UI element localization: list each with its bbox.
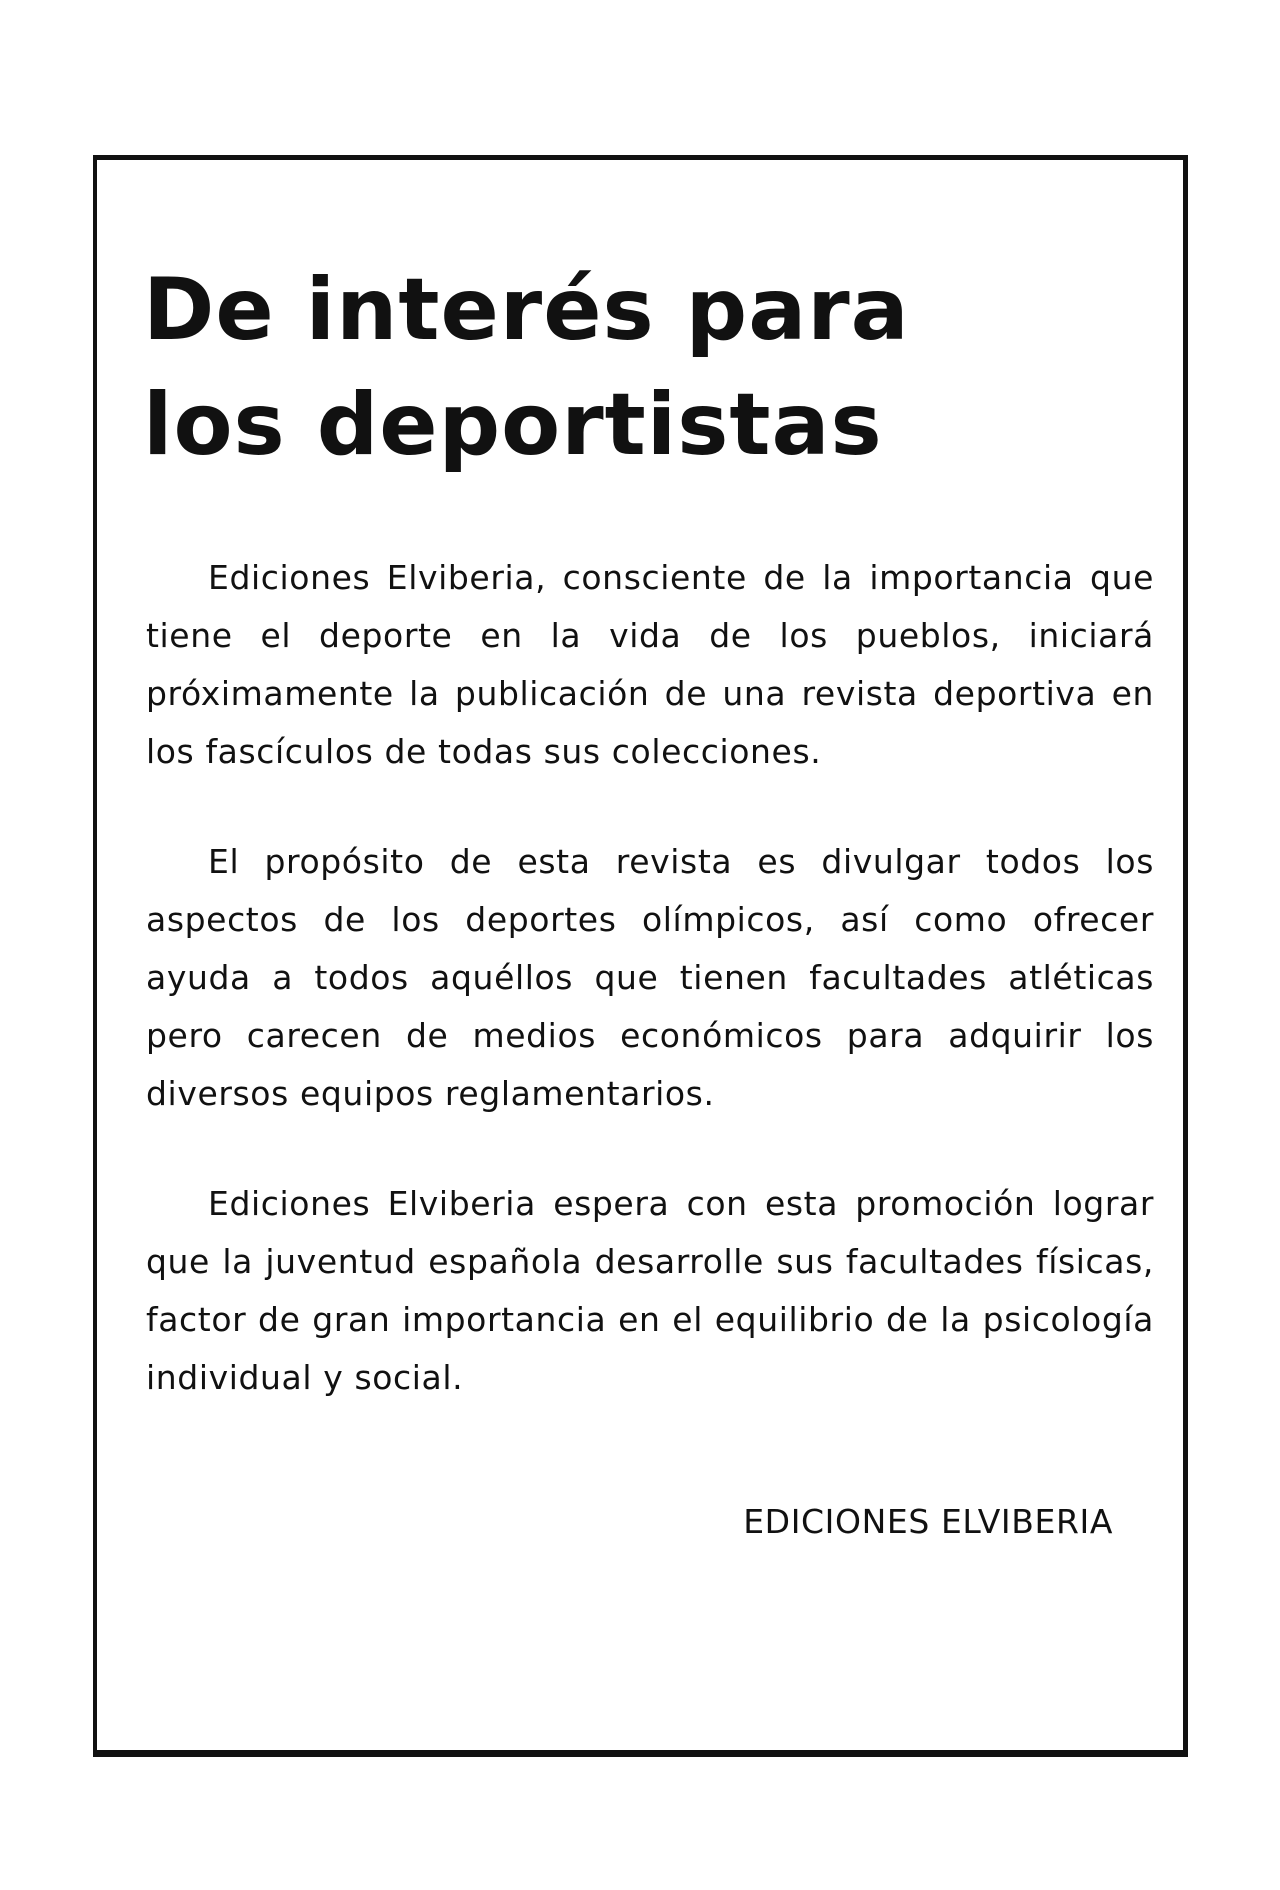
page-title: De interés para los deportistas (143, 260, 910, 475)
paragraph-purpose: El propósito de esta revista es divulgar todos los aspectos de los deportes olímpicos, así como ofrecer ayuda a todos aquéllos que tienen facultades atléticas pero carecen de medios económicos para adquirir los diversos equipos reglamentarios. (146, 842, 1154, 1113)
publisher-signature: EDICIONES ELVIBERIA (743, 1502, 1113, 1541)
paragraph-goal: Ediciones Elviberia espera con esta promoción lograr que la juventud española desarrolle sus facultades físicas, factor de gran importancia en el equilibrio de la psicología individual y social. (146, 1184, 1154, 1397)
paragraph-announcement: Ediciones Elviberia, consciente de la importancia que tiene el deporte en la vida de los pueblos, iniciará próximamente la publicación de una revista deportiva en los fascículos de todas sus colecciones. (146, 558, 1154, 771)
